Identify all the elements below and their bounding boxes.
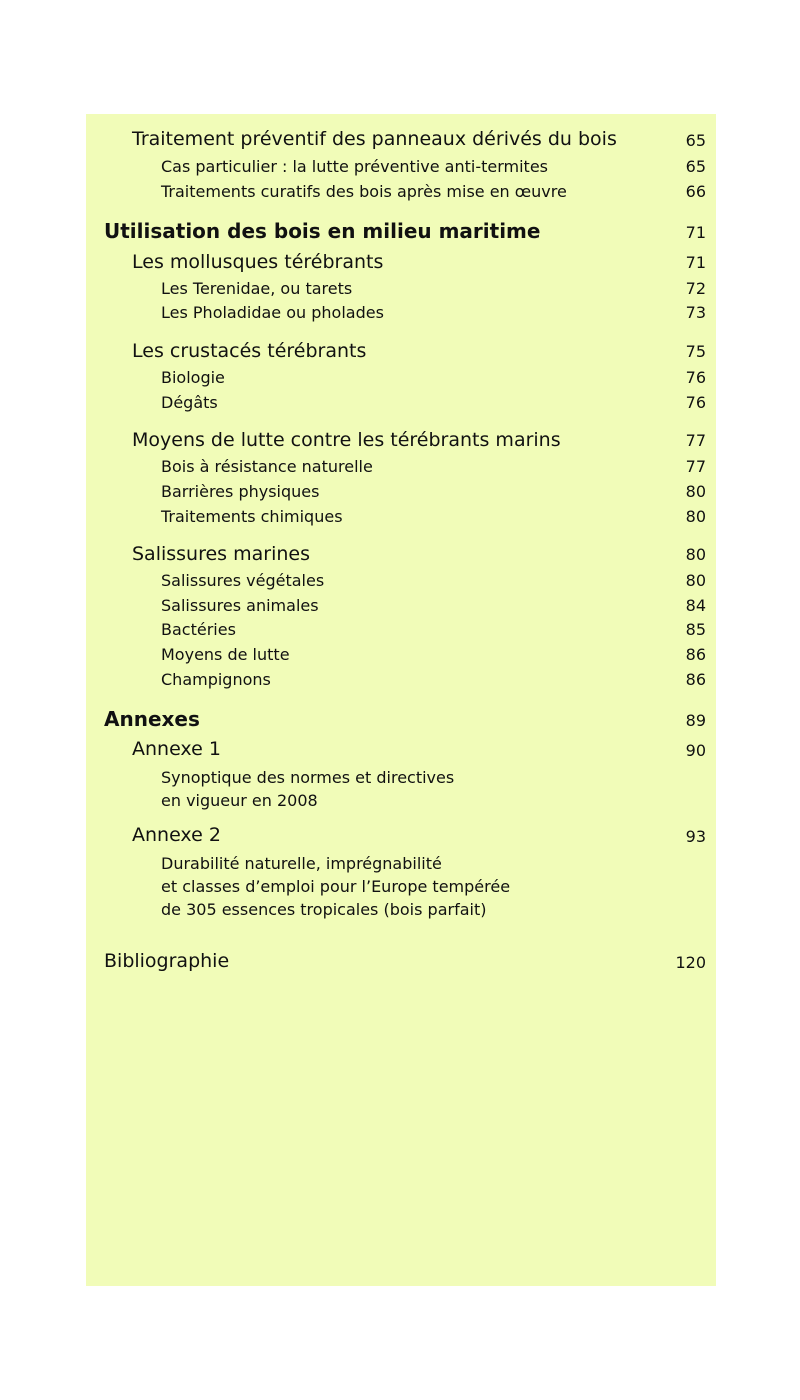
annex-description-line: de 305 essences tropicales (bois parfait) (161, 900, 487, 919)
toc-chapter-title: Bibliographie (104, 950, 230, 972)
annex-description-line: Durabilité naturelle, imprégnabilité (161, 854, 442, 873)
toc-entry-page: 76 (685, 393, 706, 412)
toc-entry-page: 80 (685, 507, 706, 526)
toc-entry-title: Moyens de lutte (161, 645, 290, 664)
toc-entry-page: 80 (685, 571, 706, 590)
toc-entry-page: 77 (685, 431, 706, 450)
annex-description-line: et classes d’emploi pour l’Europe tempérée (161, 877, 511, 896)
toc-entry-title: Salissures marines (132, 543, 310, 565)
toc-entry-page: 80 (685, 482, 706, 501)
toc-entry-page: 71 (685, 253, 706, 272)
toc-chapter-page: 120 (675, 953, 706, 972)
toc-entry-title: Les mollusques térébrants (132, 251, 384, 273)
toc-chapter-page: 89 (685, 711, 706, 730)
toc-entry-page: 66 (685, 182, 706, 201)
annex-description-line: Synoptique des normes et directives (161, 768, 455, 787)
toc-entry-title: Annexe 1 (132, 738, 221, 760)
toc-entry-title: Les Pholadidae ou pholades (161, 303, 384, 322)
toc-entry-page: 75 (685, 342, 706, 361)
toc-chapter-title: Utilisation des bois en milieu maritime (104, 219, 541, 243)
toc-entry-page: 73 (685, 303, 706, 322)
toc-entry-page: 65 (685, 157, 706, 176)
toc-entry-title: Traitements chimiques (161, 507, 343, 526)
toc-entry-page: 84 (685, 596, 706, 615)
annex-description (161, 852, 510, 921)
toc-entry-page: 77 (685, 457, 706, 476)
toc-entry-title: Les Terenidae, ou tarets (161, 279, 353, 298)
toc-entry-page: 86 (685, 645, 706, 664)
toc-entry-page: 86 (685, 670, 706, 689)
toc-entry-title: Annexe 2 (132, 824, 221, 846)
toc-entry-title: Traitement préventif des panneaux dérivés du bois (132, 128, 617, 150)
toc-entry-title: Les crustacés térébrants (132, 340, 367, 362)
toc-entry-page: 72 (685, 279, 706, 298)
toc-entry-title: Moyens de lutte contre les térébrants marins (132, 429, 561, 451)
toc-entry-page: 93 (685, 827, 706, 846)
toc-entry-page: 76 (685, 368, 706, 387)
toc-entry-title: Champignons (161, 670, 271, 689)
toc-entry-title: Barrières physiques (161, 482, 320, 501)
toc-entry-title: Dégâts (161, 393, 218, 412)
toc-chapter-title: Annexes (104, 707, 200, 731)
toc-entry-page: 80 (685, 545, 706, 564)
toc-chapter-page: 71 (685, 223, 706, 242)
toc-entry-page: 85 (685, 620, 706, 639)
toc-entry-title: Traitements curatifs des bois après mise en œuvre (161, 182, 567, 201)
toc-entry-title: Biologie (161, 368, 225, 387)
toc-entry-title: Salissures végétales (161, 571, 325, 590)
toc-entry-title: Bois à résistance naturelle (161, 457, 373, 476)
toc-entry-title: Bactéries (161, 620, 236, 639)
toc-entry-title: Cas particulier : la lutte préventive anti-termites (161, 157, 548, 176)
annex-description-line: en vigueur en 2008 (161, 791, 318, 810)
toc-entry-page: 90 (685, 741, 706, 760)
toc-panel (86, 114, 716, 1286)
toc-entry-page: 65 (685, 131, 706, 150)
annex-description (161, 766, 454, 812)
toc-entry-title: Salissures animales (161, 596, 319, 615)
